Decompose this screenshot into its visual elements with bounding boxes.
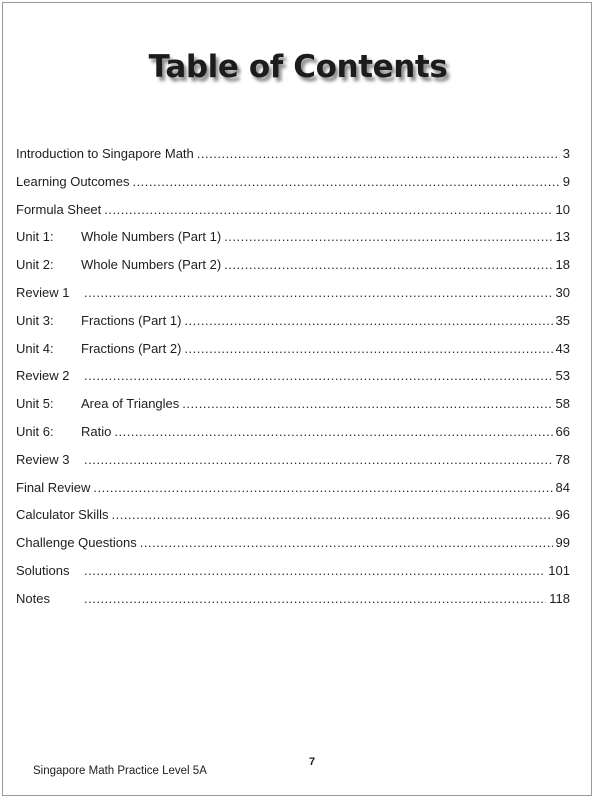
dot-leader [84, 452, 553, 467]
dot-leader [140, 535, 553, 550]
toc-entry-page: 18 [555, 257, 570, 273]
toc-entry-unit: Unit 3: [16, 312, 54, 328]
toc-entry-review-2 [16, 368, 570, 396]
dot-leader [84, 368, 553, 383]
toc-entry-unit: Unit 1: [16, 229, 54, 245]
toc-entry-unit-6 [16, 424, 570, 452]
toc-entry-label: Challenge Questions [16, 535, 137, 551]
toc-entry-unit: Review 1 [16, 284, 70, 300]
toc-entry-page: 101 [548, 562, 570, 578]
dot-leader [104, 202, 552, 217]
page-title: Table of Contents [148, 49, 448, 85]
page-number: 7 [308, 756, 316, 768]
toc-entry-page: 30 [555, 284, 570, 300]
toc-entry-page: 84 [555, 479, 570, 495]
toc-entry-page: 9 [562, 173, 570, 189]
toc-entry-unit-2 [16, 257, 570, 285]
toc-entry-unit: Solutions [16, 562, 70, 578]
toc-entry-unit: Review 3 [16, 451, 70, 467]
toc-entry-page: 66 [555, 423, 570, 439]
toc-entry-calculator-skills [16, 507, 570, 535]
toc-entry-unit: Notes [16, 590, 50, 606]
toc-entry-unit: Review 2 [16, 368, 70, 384]
toc-entry-label: Area of Triangles [81, 396, 180, 412]
footer-book-title: Singapore Math Practice Level 5A [33, 765, 207, 777]
toc-entry-page: 3 [562, 146, 570, 161]
toc-entry-page: 58 [555, 396, 570, 412]
toc-entry-challenge-questions [16, 535, 570, 563]
toc-entry-page: 99 [555, 535, 570, 551]
toc-entry-notes [16, 591, 570, 619]
toc-entry-page: 118 [549, 590, 570, 606]
toc-entry-final-review [16, 480, 570, 508]
dot-leader [182, 396, 552, 411]
toc-entry-label: Final Review [16, 479, 91, 495]
toc-entry-solutions [16, 563, 570, 591]
toc-entry-label: Whole Numbers (Part 1) [81, 229, 222, 245]
dot-leader [93, 480, 552, 495]
toc-entry-formula-sheet [16, 202, 570, 230]
toc-entry-label: Ratio [81, 423, 112, 439]
toc-entry-label: Introduction to Singapore Math [16, 146, 194, 161]
dot-leader [111, 507, 552, 522]
toc-entry-unit: Unit 2: [16, 257, 54, 273]
toc-entry-page: 78 [555, 451, 570, 467]
toc-entry-unit: Unit 5: [16, 396, 54, 412]
toc-entry-unit-5 [16, 396, 570, 424]
table-of-contents [16, 146, 570, 619]
dot-leader [84, 591, 546, 606]
toc-entry-unit: Unit 4: [16, 340, 54, 356]
toc-entry-introduction [16, 146, 570, 174]
toc-entry-page: 43 [555, 340, 570, 356]
toc-entry-label: Fractions (Part 2) [81, 340, 182, 356]
toc-entry-label: Calculator Skills [16, 507, 109, 523]
dot-leader [184, 313, 552, 328]
toc-entry-page: 35 [555, 312, 570, 328]
dot-leader [114, 424, 552, 439]
dot-leader [132, 174, 559, 189]
toc-entry-unit-1 [16, 229, 570, 257]
dot-leader [84, 563, 545, 578]
dot-leader [224, 229, 552, 244]
toc-entry-review-1 [16, 285, 570, 313]
toc-entry-page: 96 [555, 507, 570, 523]
toc-entry-page: 53 [555, 368, 570, 384]
toc-entry-label: Fractions (Part 1) [81, 312, 182, 328]
toc-entry-review-3 [16, 452, 570, 480]
toc-entry-label: Whole Numbers (Part 2) [81, 257, 222, 273]
toc-entry-unit-3 [16, 313, 570, 341]
toc-entry-learning-outcomes [16, 174, 570, 202]
toc-entry-label: Formula Sheet [16, 201, 102, 217]
dot-leader [197, 146, 560, 161]
dot-leader [224, 257, 552, 272]
toc-entry-label: Learning Outcomes [16, 173, 130, 189]
toc-entry-page: 13 [555, 229, 570, 245]
dot-leader [184, 341, 552, 356]
toc-entry-page: 10 [555, 201, 570, 217]
dot-leader [84, 285, 553, 300]
toc-entry-unit-4 [16, 341, 570, 369]
toc-entry-unit: Unit 6: [16, 423, 54, 439]
